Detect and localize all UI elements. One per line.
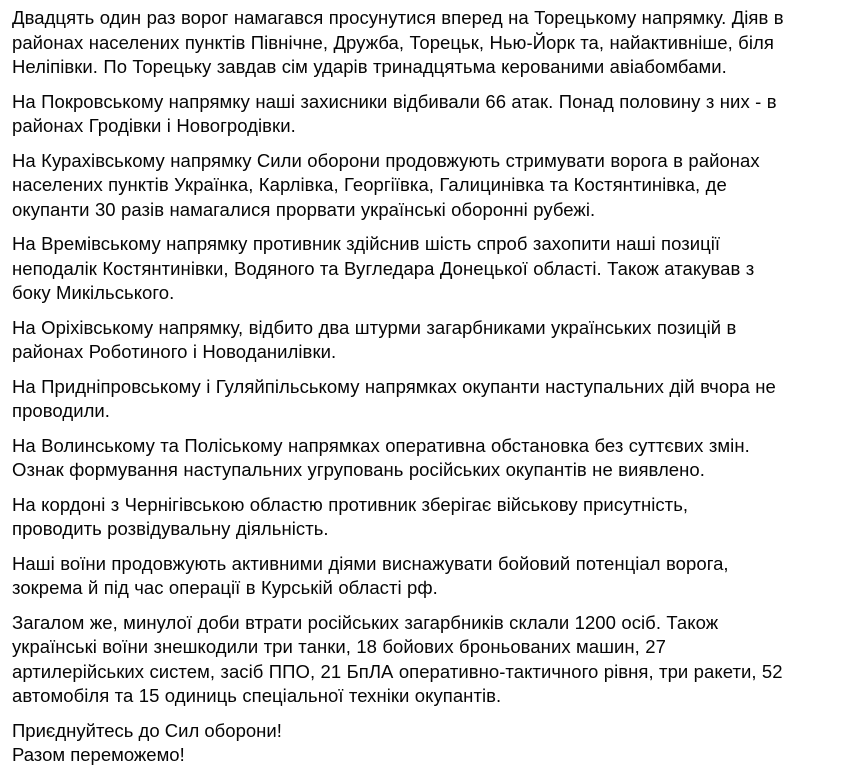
text-line: проводить розвідувальну діяльність. <box>12 518 329 539</box>
closing-line: Разом переможемо! <box>12 744 185 765</box>
closing-line: Приєднуйтесь до Сил оборони! <box>12 719 282 741</box>
text-line: неподалік Костянтинівки, Водяного та Вугледара Донецької області. Також атакував з <box>12 257 755 279</box>
text-line: районах населених пунктів Північне, Дружба, Торецьк, Нью-Йорк та, найактивніше, біля <box>12 31 774 53</box>
closing-call <box>12 719 846 768</box>
text-line: На Волинському та Поліському напрямках оперативна обстановка без суттєвих змін. <box>12 434 750 456</box>
paragraph-pokrovsk <box>12 90 846 139</box>
paragraph-vremivka <box>12 232 846 306</box>
text-line: автомобіля та 15 одиниць спеціальної техніки окупантів. <box>12 685 502 706</box>
text-line: окупанти 30 разів намагалися прорвати українські оборонні рубежі. <box>12 198 596 220</box>
text-line: На Придніпровському і Гуляйпільському напрямках окупанти наступальних дій вчора не <box>12 375 776 397</box>
paragraph-orikhiv <box>12 316 846 365</box>
text-line: На Оріхівському напрямку, відбито два штурми загарбниками українських позицій в <box>12 316 737 338</box>
paragraph-toretsk <box>12 6 846 80</box>
text-line: Наші воїни продовжують активними діями виснажувати бойовий потенціал ворога, <box>12 552 729 574</box>
text-line: артилерійських систем, засіб ППО, 21 БпЛА оперативно-тактичного рівня, три ракети, 52 <box>12 660 783 682</box>
text-line: районах Роботиного і Новоданилівки. <box>12 341 337 362</box>
text-line: Двадцять один раз ворог намагався просунутися вперед на Торецькому напрямку. Діяв в <box>12 7 784 28</box>
text-line: Загалом же, минулої доби втрати російських загарбників склали 1200 осіб. Також <box>12 611 719 633</box>
paragraph-chernihiv-border <box>12 493 846 542</box>
paragraph-volyn-polissia <box>12 434 846 483</box>
text-line: На кордоні з Чернігівською областю противник зберігає військову присутність, <box>12 493 689 515</box>
paragraph-prydniprovskyi <box>12 375 846 424</box>
text-line: населених пунктів Українка, Карлівка, Георгіївка, Галицинівка та Костянтинівка, де <box>12 174 727 195</box>
text-line: українські воїни знешкодили три танки, 18 бойових броньованих машин, 27 <box>12 636 666 657</box>
text-line: районах Гродівки і Новогродівки. <box>12 115 296 136</box>
text-line: проводили. <box>12 400 110 421</box>
paragraph-kurakhove <box>12 149 846 223</box>
text-line: зокрема й під час операції в Курській області рф. <box>12 577 438 598</box>
text-line: боку Микільського. <box>12 282 175 303</box>
paragraph-kursk-operation <box>12 552 846 601</box>
text-line: На Курахівському напрямку Сили оборони продовжують стримувати ворога в районах <box>12 149 760 171</box>
text-line: На Времівському напрямку противник здійснив шість спроб захопити наші позиції <box>12 233 721 254</box>
text-line: Неліпівки. По Торецьку завдав сім ударів тринадцятьма керованими авіабомбами. <box>12 56 727 77</box>
text-line: Ознак формування наступальних угруповань російських окупантів не виявлено. <box>12 459 705 480</box>
paragraph-losses <box>12 611 846 709</box>
text-line: На Покровському напрямку наші захисники відбивали 66 атак. Понад половину з них - в <box>12 90 777 112</box>
